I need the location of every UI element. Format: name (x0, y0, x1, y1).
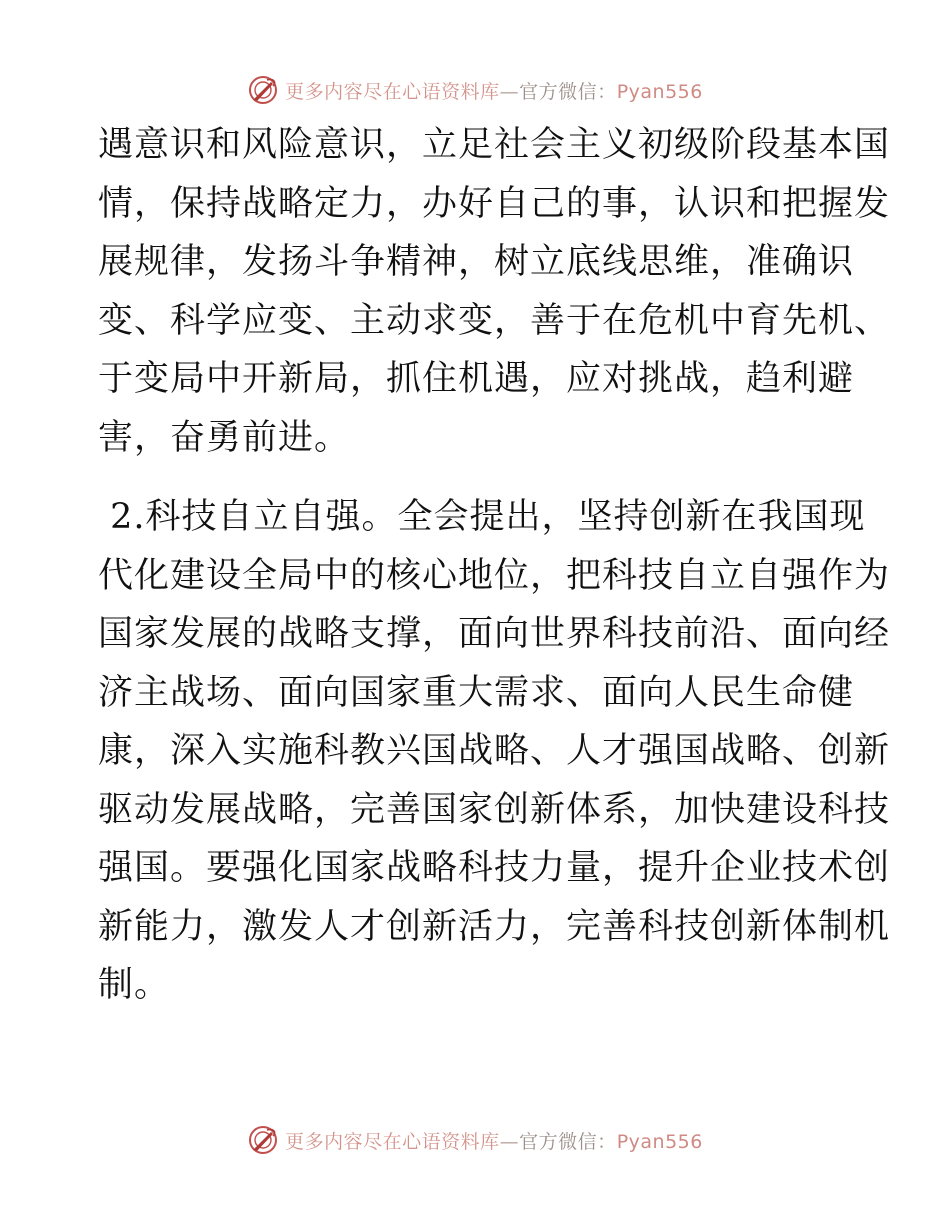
text-line: 害，奋勇前进。 (98, 417, 351, 458)
text-line: 国家发展的战略支撑，面向世界科技前沿、面向经 (98, 614, 891, 654)
watermark-separator: — (499, 1130, 520, 1153)
text-line: 康，深入实施科教兴国战略、人才强国战略、创新 (98, 731, 891, 771)
watermark-id: Pyan556 (616, 80, 703, 103)
feather-logo-icon (247, 1124, 279, 1156)
watermark-separator: — (499, 80, 520, 103)
watermark-brand: 更多内容尽在心语资料库 (285, 80, 500, 103)
watermark-text (285, 1127, 703, 1154)
feather-logo-icon (247, 74, 279, 106)
watermark-id: Pyan556 (616, 1130, 703, 1153)
text-line: 遇意识和风险意识，立足社会主义初级阶段基本国 (98, 125, 891, 165)
watermark-label: 官方微信： (519, 1130, 617, 1153)
header-watermark (0, 70, 950, 110)
paragraph-1 (98, 116, 891, 467)
text-line: 2.科技自立自强。全会提出，坚持创新在我国现 (98, 497, 866, 537)
text-line: 新能力，激发人才创新活力，完善科技创新体制机 (98, 906, 891, 947)
text-line: 制。 (98, 965, 171, 1005)
text-line: 展规律，发扬斗争精神，树立底线思维，准确识 (98, 242, 855, 282)
text-line: 强国。要强化国家战略科技力量，提升企业技术创 (98, 848, 891, 888)
watermark-text (285, 77, 703, 104)
text-line: 情，保持战略定力，办好自己的事，认识和把握发 (98, 183, 891, 224)
watermark-label: 官方微信： (519, 80, 617, 103)
paragraph-2 (98, 488, 891, 1015)
watermark-brand: 更多内容尽在心语资料库 (285, 1130, 500, 1153)
text-line: 变、科学应变、主动求变，善于在危机中育先机、 (98, 300, 891, 341)
footer-watermark (0, 1120, 950, 1160)
text-line: 代化建设全局中的核心地位，把科技自立自强作为 (98, 555, 891, 596)
text-line: 驱动发展战略，完善国家创新体系，加快建设科技 (98, 789, 891, 830)
text-line: 于变局中开新局，抓住机遇，应对挑战，趋利避 (98, 359, 855, 399)
text-line: 济主战场、面向国家重大需求、面向人民生命健 (98, 672, 855, 713)
